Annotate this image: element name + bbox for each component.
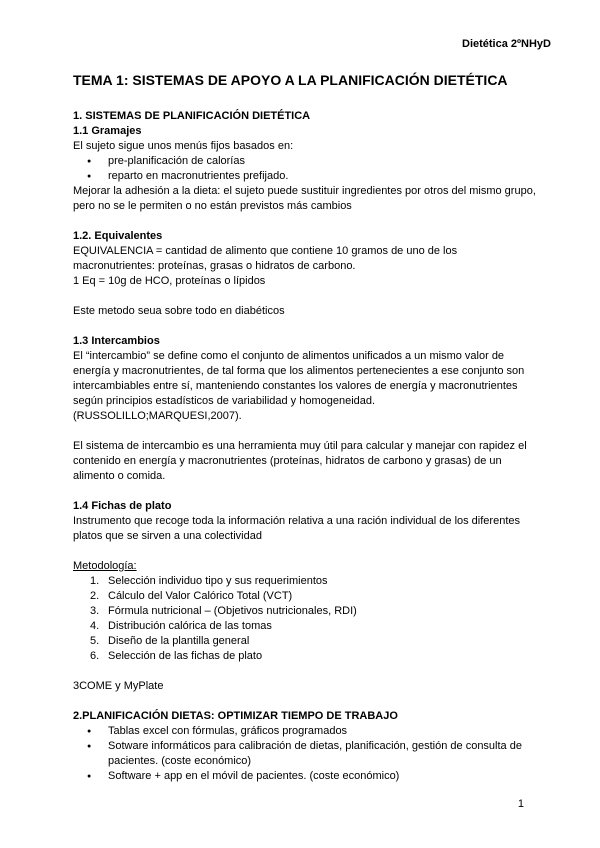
equivalentes-formula: 1 Eq = 10g de HCO, proteínas o lípidos: [73, 275, 266, 287]
list-item: 1. Selección individuo tipo y sus requerimientos: [90, 575, 328, 587]
list-item: ● Sotware informáticos para calibración de dietas, planificación, gestión de consulta de pacientes. (coste económico): [73, 739, 538, 769]
list-item: ● Tablas excel con fórmulas, gráficos programados: [73, 724, 538, 739]
equivalentes-definition: EQUIVALENCIA = cantidad de alimento que contiene 10 gramos de uno de los macronutrientes: proteínas, grasas o hidratos de carbono.: [73, 245, 458, 272]
section-2-list: [73, 724, 538, 784]
list-item: 4. Distribución calórica de las tomas: [90, 620, 272, 632]
intercambios-citation: (RUSSOLILLO;MARQUESI,2007).: [73, 410, 242, 422]
list-item: ● Software + app en el móvil de pacientes. (coste económico): [73, 769, 538, 784]
equivalentes-note: Este metodo seua sobre todo en diabéticos: [73, 305, 285, 317]
metodologia-label: Metodología:: [73, 560, 137, 572]
fichas-note: 3COME y MyPlate: [73, 680, 164, 692]
fichas-heading: 1.4 Fichas de plato: [73, 500, 172, 512]
list-item: 2. Cálculo del Valor Calórico Total (VCT): [90, 590, 293, 602]
document-title: TEMA 1: SISTEMAS DE APOYO A LA PLANIFICACIÓN DIETÉTICA: [73, 72, 508, 88]
gramajes-intro: El sujeto sigue unos menús fijos basados en:: [73, 140, 294, 152]
list-item: 3. Fórmula nutricional – (Objetivos nutricionales, RDI): [90, 605, 357, 617]
equivalentes-heading: 1.2. Equivalentes: [73, 230, 163, 242]
intercambios-definition: El “intercambio” se define como el conjunto de alimentos unificados a un mismo valor de energía y macronutrientes, de tal forma que los alimentos pertenecientes a ese conjunto son intercambiables entre sí, manteniendo constantes los valores de energía y macronutrientes según principios estadísticos de variabilidad y homogeneidad.: [73, 350, 525, 407]
gramajes-list: [73, 154, 538, 184]
section-1-heading: 1. SISTEMAS DE PLANIFICACIÓN DIETÉTICA: [73, 110, 311, 122]
gramajes-after: Mejorar la adhesión a la dieta: el sujeto puede sustituir ingredientes por otros del mismo grupo, pero no se le permiten o no están previstos más cambios: [73, 185, 536, 212]
list-item: ● pre-planificación de calorías: [73, 154, 538, 169]
fichas-definition: Instrumento que recoge toda la información relativa a una ración individual de los diferentes platos que se sirven a una colectividad: [73, 515, 520, 542]
document-body: [73, 71, 538, 784]
gramajes-heading: 1.1 Gramajes: [73, 125, 142, 137]
page-number: 1: [517, 798, 524, 810]
list-item: 6. Selección de las fichas de plato: [90, 650, 263, 662]
section-2-heading: 2.PLANIFICACIÓN DIETAS: OPTIMIZAR TIEMPO DE TRABAJO: [73, 710, 398, 722]
page-header: Dietética 2ºNHyD: [462, 38, 551, 50]
intercambios-description: El sistema de intercambio es una herramienta muy útil para calcular y manejar con rapidez el contenido en energía y macronutrientes (proteínas, hidratos de carbono y grasas) de un alimento o comida.: [73, 440, 527, 482]
intercambios-heading: 1.3 Intercambios: [73, 335, 160, 347]
metodologia-list: [73, 574, 538, 664]
list-item: ● reparto en macronutrientes prefijado.: [73, 169, 538, 184]
list-item: 5. Diseño de la plantilla general: [90, 635, 250, 647]
